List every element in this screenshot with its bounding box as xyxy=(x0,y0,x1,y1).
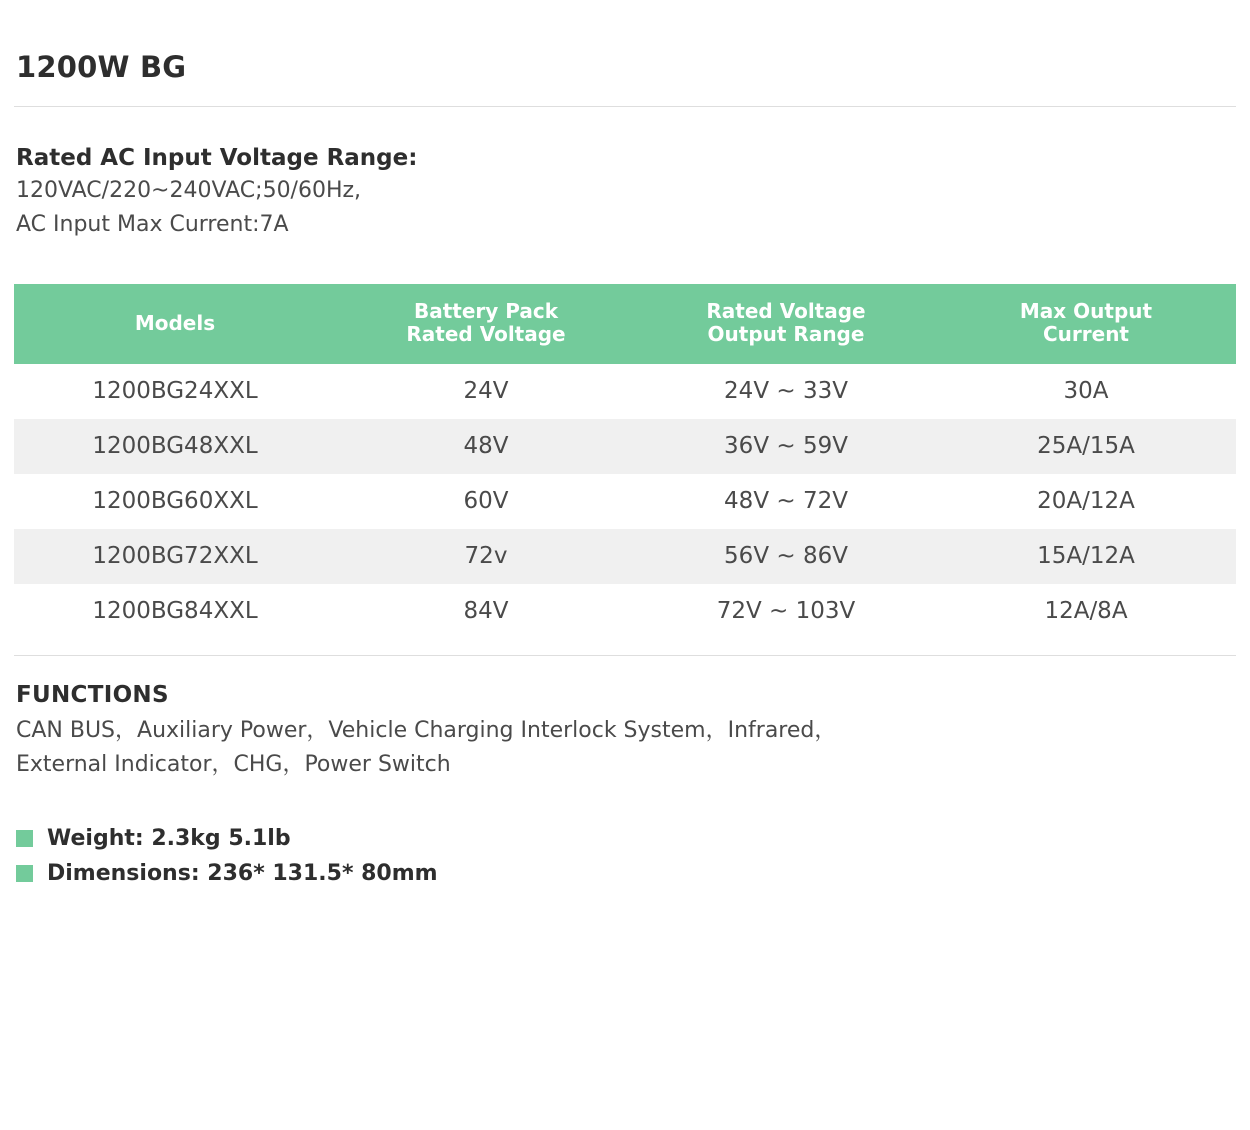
table-row xyxy=(14,419,1236,474)
input-voltage-spec xyxy=(14,143,1236,242)
input-voltage-heading: Rated AC Input Voltage Range: xyxy=(16,145,418,171)
cell-current: 12A/8A xyxy=(1044,598,1128,625)
table-row xyxy=(14,584,1236,639)
table-header-max-output-current: Max Output Current xyxy=(936,284,1236,364)
functions-line-1: CAN BUS，Auxiliary Power，Vehicle Charging Interlock System，Infrared， xyxy=(16,718,837,744)
cell-current: 30A xyxy=(1063,378,1109,405)
input-voltage-line-2: AC Input Max Current:7A xyxy=(16,212,289,238)
cell-range: 36V ~ 59V xyxy=(636,419,936,474)
models-table xyxy=(14,284,1236,639)
square-bullet-icon xyxy=(16,865,33,882)
functions-line-2: External Indicator，CHG，Power Switch xyxy=(16,752,451,778)
cell-model: 1200BG48XXL xyxy=(14,419,336,474)
cell-battery: 48V xyxy=(336,419,636,474)
functions-heading: FUNCTIONS xyxy=(16,682,169,709)
cell-range: 48V ~ 72V xyxy=(724,488,848,515)
physical-specs-list xyxy=(14,826,1236,886)
table-row xyxy=(14,474,1236,529)
table-header-rated-voltage-output-range: Rated Voltage Output Range xyxy=(636,284,936,364)
cell-battery: 60V xyxy=(463,488,509,515)
table-header-models: Models xyxy=(14,284,336,364)
table-row xyxy=(14,529,1236,584)
cell-model: 1200BG24XXL xyxy=(92,378,258,405)
cell-battery: 84V xyxy=(463,598,509,625)
page-title: 1200W BG xyxy=(16,50,187,84)
cell-current: 15A/12A xyxy=(936,529,1236,584)
weight-value: Weight: 2.3kg 5.1lb xyxy=(47,826,291,852)
list-item xyxy=(16,861,1236,886)
dimensions-value: Dimensions: 236* 131.5* 80mm xyxy=(47,861,438,887)
cell-battery: 24V xyxy=(463,378,509,405)
title-divider xyxy=(14,106,1236,107)
cell-range: 24V ~ 33V xyxy=(724,378,848,405)
table-row xyxy=(14,364,1236,419)
cell-current: 20A/12A xyxy=(1037,488,1135,515)
table-header-battery-pack-rated-voltage: Battery Pack Rated Voltage xyxy=(336,284,636,364)
cell-model: 1200BG84XXL xyxy=(92,598,258,625)
list-item xyxy=(16,826,1236,851)
cell-model: 1200BG72XXL xyxy=(14,529,336,584)
cell-model: 1200BG60XXL xyxy=(92,488,258,515)
cell-current: 25A/15A xyxy=(936,419,1236,474)
table-divider xyxy=(14,655,1236,656)
cell-battery: 72v xyxy=(336,529,636,584)
input-voltage-line-1: 120VAC/220~240VAC;50/60Hz, xyxy=(16,178,362,204)
cell-range: 72V ~ 103V xyxy=(716,598,856,625)
cell-range: 56V ~ 86V xyxy=(636,529,936,584)
square-bullet-icon xyxy=(16,830,33,847)
table-header-row xyxy=(14,284,1236,364)
functions-section xyxy=(14,682,1236,782)
